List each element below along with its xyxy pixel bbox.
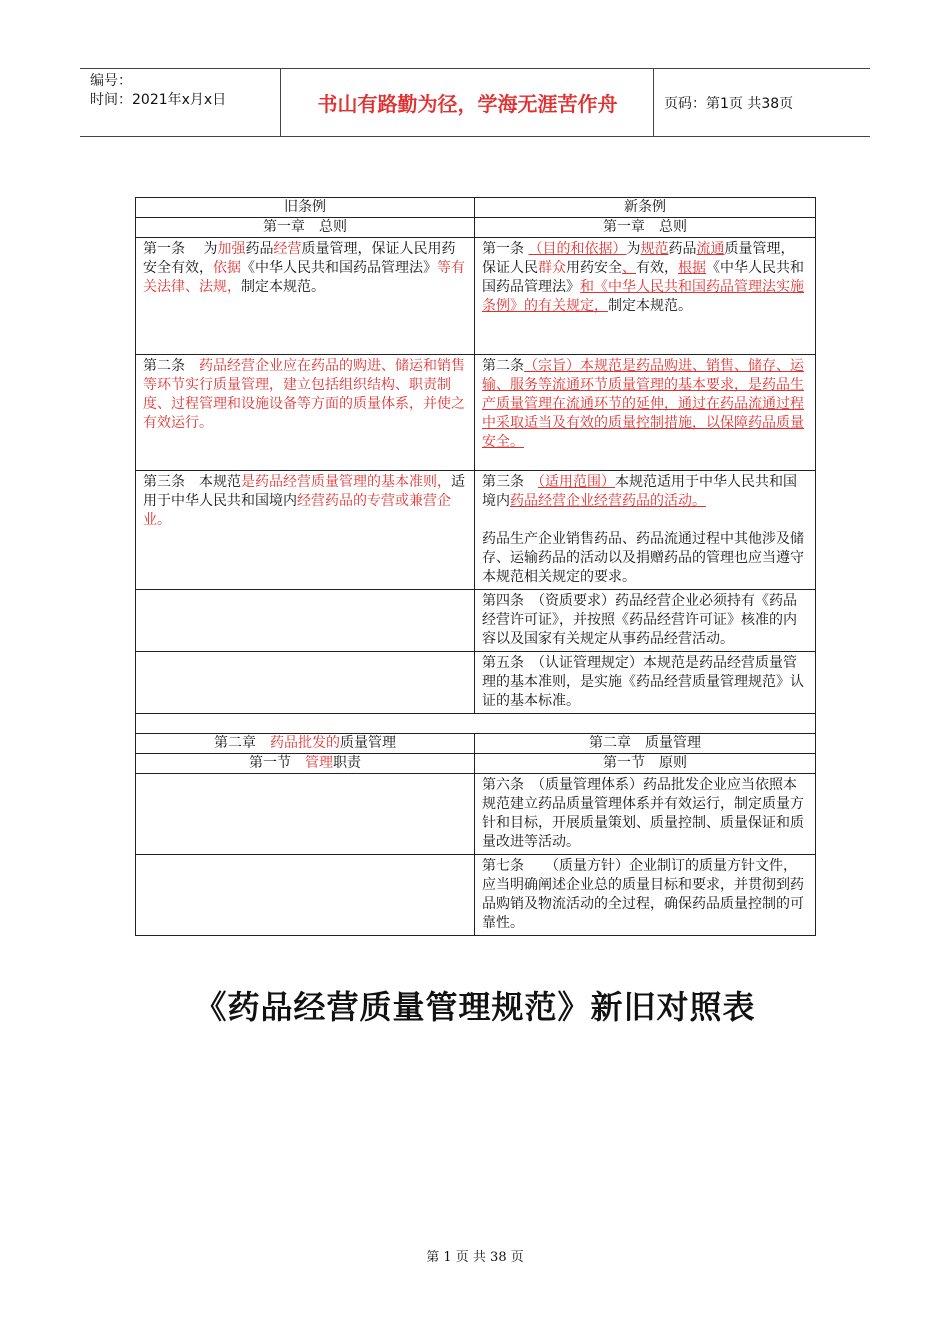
- sec1-old: 第一节 管理职责: [136, 754, 475, 774]
- number-label: 编号：: [90, 73, 132, 89]
- empty-cell: [136, 714, 816, 734]
- empty-cell: [136, 774, 475, 855]
- article3-old: 第三条 本规范是药品经营质量管理的基本准则，适用于中华人民共和国境内经营药品的专营或兼营企业。: [136, 471, 475, 590]
- page-footer: 第 1 页 共 38 页: [426, 1250, 524, 1265]
- page-header: [80, 68, 870, 137]
- table-row: [136, 590, 816, 652]
- spacer-row: [136, 714, 816, 734]
- article6-new: 第六条 （质量管理体系）药品批发企业应当依照本规范建立药品质量管理体系并有效运行，制定质量方针和目标，开展质量策划、质量控制、质量保证和质量改进等活动。: [475, 774, 816, 855]
- ch1-old: 第一章 总则: [136, 218, 475, 238]
- article7-new: 第七条 （质量方针）企业制订的质量方针文件，应当明确阐述企业总的质量目标和要求，并贯彻到药品购销及物流活动的全过程，确保药品质量控制的可靠性。: [475, 855, 816, 936]
- chapter-row: [136, 734, 816, 754]
- empty-cell: [136, 590, 475, 652]
- ch1-new: 第一章 总则: [475, 218, 816, 238]
- section-row: [136, 754, 816, 774]
- table-row: [136, 355, 816, 471]
- article3-new: 第三条 （适用范围）本规范适用于中华人民共和国境内药品经营企业经营药品的活动。 药品生产企业销售药品、药品流通过程中其他涉及储存、运输药品的活动以及捐赠药品的管理也应当遵守本规范相关规定的要求。: [475, 471, 816, 590]
- table-row: [136, 652, 816, 714]
- table-row: [136, 855, 816, 936]
- article2-old: 第二条 药品经营企业应在药品的购进、储运和销售等环节实行质量管理，建立包括组织结构、职责制度、过程管理和设施设备等方面的质量体系，并使之有效运行。: [136, 355, 475, 471]
- article2-new: 第二条（宗旨）本规范是药品购进、销售、储存、运输、服务等流通环节质量管理的基本要求，是药品生产质量管理在流通环节的延伸，通过在药品流通过程中采取适当及有效的质量控制措施，以保障药品质量安全。: [475, 355, 816, 471]
- article4-new: 第四条 （资质要求）药品经营企业必须持有《药品经营许可证》，并按照《药品经营许可证》核准的内容以及国家有关规定从事药品经营活动。: [475, 590, 816, 652]
- empty-cell: [136, 652, 475, 714]
- ch2-old: 第二章 药品批发的质量管理: [136, 734, 475, 754]
- document-title: 《药品经营质量管理规范》新旧对照表: [194, 988, 756, 1026]
- article1-old: 第一条 为加强药品经营质量管理，保证人民用药安全有效，依据《中华人民共和国药品管理法》等有关法律、法规，制定本规范。: [136, 238, 475, 355]
- table-row: [136, 238, 816, 355]
- comparison-table: [135, 197, 816, 936]
- sec1-new: 第一节 原则: [475, 754, 816, 774]
- ch2-new: 第二章 质量管理: [475, 734, 816, 754]
- time-label: 时间：2021年x月x日: [90, 92, 227, 108]
- header-page-info: 页码：第1页 共38页: [664, 95, 794, 112]
- empty-cell: [136, 855, 475, 936]
- col-old-header: 旧条例: [136, 198, 475, 218]
- col-new-header: 新条例: [475, 198, 816, 218]
- header-meta: [80, 69, 281, 136]
- article3-new-paragraph: 药品生产企业销售药品、药品流通过程中其他涉及储存、运输药品的活动以及捐赠药品的管理也应当遵守本规范相关规定的要求。: [482, 531, 804, 585]
- table-header-row: [136, 198, 816, 218]
- chapter-row: [136, 218, 816, 238]
- table-row: [136, 774, 816, 855]
- header-motto: 书山有路勤为径，学海无涯苦作舟: [282, 69, 654, 136]
- article5-new: 第五条 （认证管理规定）本规范是药品经营质量管理的基本准则，是实施《药品经营质量管理规范》认证的基本标准。: [475, 652, 816, 714]
- article1-new: 第一条 （目的和依据）为规范药品流通质量管理，保证人民群众用药安全、有效，根据《中华人民共和国药品管理法》和《中华人民共和国药品管理法实施条例》的有关规定，制定本规范。: [475, 238, 816, 355]
- table-row: [136, 471, 816, 590]
